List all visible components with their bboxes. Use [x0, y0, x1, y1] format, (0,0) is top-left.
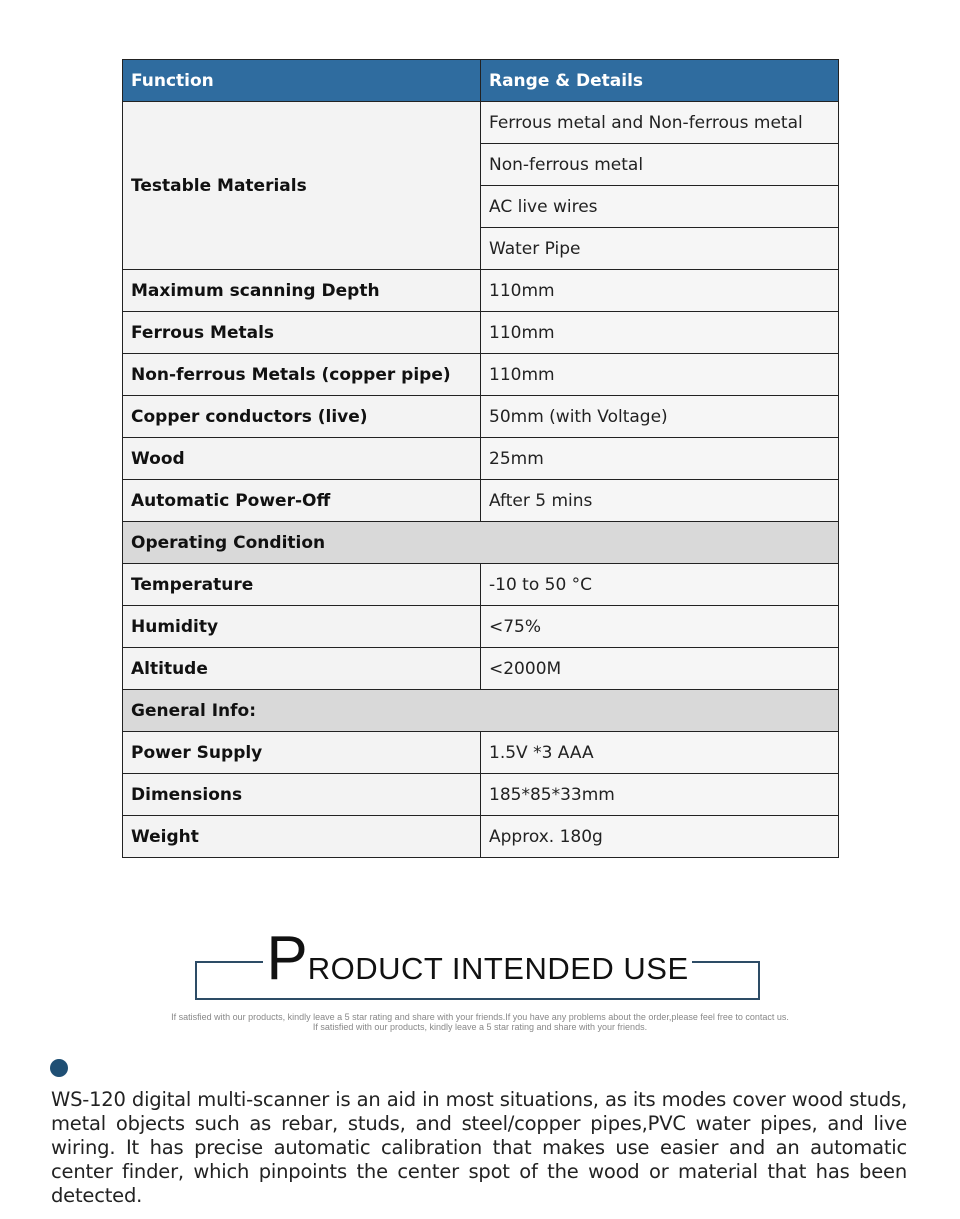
section-row-general-info	[123, 690, 839, 732]
table-row	[123, 312, 839, 354]
row-value: Approx. 180g	[481, 816, 839, 858]
heading-initial: P	[266, 924, 308, 993]
table-row	[123, 606, 839, 648]
testable-materials-label: Testable Materials	[123, 102, 481, 270]
row-value: 1.5V *3 AAA	[481, 732, 839, 774]
table-row	[123, 816, 839, 858]
row-value: 110mm	[481, 354, 839, 396]
row-value: After 5 mins	[481, 480, 839, 522]
heading-title	[195, 924, 760, 993]
row-label: Wood	[123, 438, 481, 480]
table-row	[123, 648, 839, 690]
row-label: Altitude	[123, 648, 481, 690]
row-value: 50mm (with Voltage)	[481, 396, 839, 438]
testable-material-value: Non-ferrous metal	[481, 144, 839, 186]
table-row	[123, 354, 839, 396]
row-value: -10 to 50 °C	[481, 564, 839, 606]
row-label: Dimensions	[123, 774, 481, 816]
section-title: General Info:	[123, 690, 839, 732]
spec-table	[122, 59, 839, 858]
row-value: 110mm	[481, 270, 839, 312]
header-range-details: Range & Details	[481, 60, 839, 102]
note-line-1: If satisfied with our products, kindly leave a 5 star rating and share with your friends.If you have any problems about the order,please feel free to contact us.	[171, 1012, 789, 1022]
testable-material-value: Ferrous metal and Non-ferrous metal	[481, 102, 839, 144]
table-row	[123, 732, 839, 774]
row-label: Humidity	[123, 606, 481, 648]
frame-line-bottom	[195, 998, 760, 1000]
row-label: Maximum scanning Depth	[123, 270, 481, 312]
row-label: Copper conductors (live)	[123, 396, 481, 438]
row-label: Non-ferrous Metals (copper pipe)	[123, 354, 481, 396]
row-value: <2000M	[481, 648, 839, 690]
product-description: WS-120 digital multi-scanner is an aid in most situations, as its modes cover wood studs, metal objects such as rebar, studs, and steel/copper pipes,PVC water pipes, and live wiring. It has precise automatic calibration that makes use easier and an automatic center finder, which pinpoints the center spot of the wood or material that has been detected.	[51, 1088, 907, 1207]
heading-rest: RODUCT INTENDED USE	[307, 951, 689, 986]
row-value: 110mm	[481, 312, 839, 354]
row-value: <75%	[481, 606, 839, 648]
table-row	[123, 564, 839, 606]
table-header-row	[123, 60, 839, 102]
testable-material-value: AC live wires	[481, 186, 839, 228]
table-row	[123, 774, 839, 816]
header-function: Function	[123, 60, 481, 102]
table-row	[123, 396, 839, 438]
section-title: Operating Condition	[123, 522, 839, 564]
row-label: Power Supply	[123, 732, 481, 774]
table-row	[123, 438, 839, 480]
table-row	[123, 102, 839, 144]
table-row	[123, 270, 839, 312]
note-line-2: If satisfied with our products, kindly leave a 5 star rating and share with your friends.	[312, 1022, 648, 1032]
row-value: 185*85*33mm	[481, 774, 839, 816]
row-label: Automatic Power-Off	[123, 480, 481, 522]
testable-material-value: Water Pipe	[481, 228, 839, 270]
row-label: Ferrous Metals	[123, 312, 481, 354]
bullet-dot-icon	[50, 1059, 68, 1077]
table-row	[123, 480, 839, 522]
row-label: Weight	[123, 816, 481, 858]
section-row-operating-condition	[123, 522, 839, 564]
row-label: Temperature	[123, 564, 481, 606]
section-heading	[195, 924, 760, 1000]
row-value: 25mm	[481, 438, 839, 480]
